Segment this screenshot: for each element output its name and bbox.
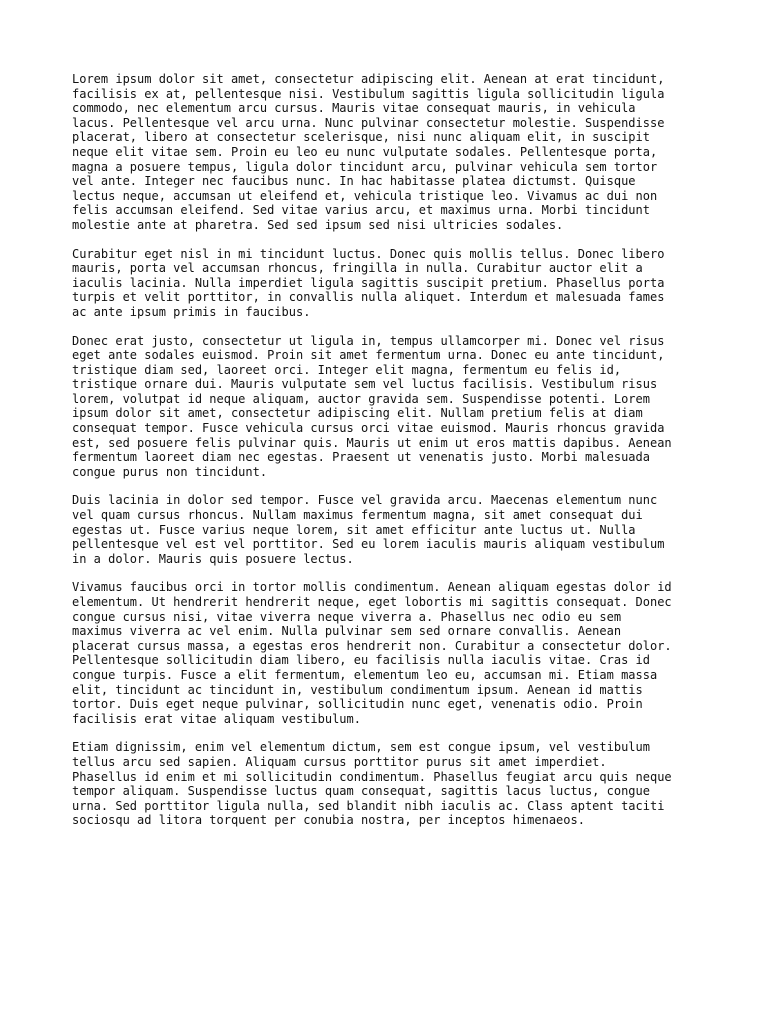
paragraph-4: Duis lacinia in dolor sed tempor. Fusce vel gravida arcu. Maecenas elementum nunc vel quam cursus rhoncus. Nullam maximus fermentum magna, sit amet consequat dui egestas ut. Fusce varius neque lorem, sit amet efficitur ante luctus ut. Nulla pellentesque vel est vel porttitor. Sed eu lorem iaculis mauris aliquam vestibulum in a dolor. Mauris quis posuere lectus. [72, 493, 665, 566]
paragraph-2: Curabitur eget nisl in mi tincidunt luctus. Donec quis mollis tellus. Donec libero mauris, porta vel accumsan rhoncus, fringilla in nulla. Curabitur auctor elit a iaculis lacinia. Nulla imperdiet ligula sagittis suscipit pretium. Phasellus porta turpis et velit porttitor, in convallis nulla aliquet. Interdum et malesuada fames ac ante ipsum primis in faucibus. [72, 246, 665, 319]
paragraph-5: Vivamus faucibus orci in tortor mollis condimentum. Aenean aliquam egestas dolor id elementum. Ut hendrerit hendrerit neque, eget lobortis mi sagittis consequat. Donec congue cursus nisi, vitae viverra neque viverra a. Phasellus nec odio eu sem maximus viverra ac vel enim. Nulla pulvinar sem sed ornare convallis. Aenean placerat cursus massa, a egestas eros hendrerit non. Curabitur a consectetur dolor. Pellentesque sollicitudin diam libero, eu facilisis nulla iaculis vitae. Cras id congue turpis. Fusce a elit fermentum, elementum leo eu, accumsan mi. Etiam massa elit, tincidunt ac tincidunt in, vestibulum condimentum ipsum. Aenean id mattis tortor. Duis eget neque pulvinar, sollicitudin nunc eget, venenatis odio. Proin facilisis erat vitae aliquam vestibulum. [72, 580, 672, 726]
document-page [72, 72, 702, 842]
paragraph-6: Etiam dignissim, enim vel elementum dictum, sem est congue ipsum, vel vestibulum tellus arcu sed sapien. Aliquam cursus porttitor purus sit amet imperdiet. Phasellus id enim et mi sollicitudin condimentum. Phasellus feugiat arcu quis neque tempor aliquam. Suspendisse luctus quam consequat, sagittis lacus luctus, congue urna. Sed porttitor ligula nulla, sed blandit nibh iaculis ac. Class aptent taciti sociosqu ad litora torquent per conubia nostra, per inceptos himenaeos. [72, 740, 672, 828]
paragraph-3: Donec erat justo, consectetur ut ligula in, tempus ullamcorper mi. Donec vel risus eget ante sodales euismod. Proin sit amet fermentum urna. Donec eu ante tincidunt, tristique diam sed, laoreet orci. Integer elit magna, fermentum eu felis id, tristique ornare dui. Mauris vulputate sem vel luctus facilisis. Vestibulum risus lorem, volutpat id neque aliquam, auctor gravida sem. Suspendisse potenti. Lorem ipsum dolor sit amet, consectetur adipiscing elit. Nullam pretium felis at diam consequat tempor. Fusce vehicula cursus orci vitae euismod. Mauris rhoncus gravida est, sed posuere felis pulvinar quis. Mauris ut enim ut eros mattis dapibus. Aenean fermentum laoreet diam nec egestas. Praesent ut venenatis justo. Morbi malesuada congue purus non tincidunt. [72, 333, 672, 479]
paragraph-1: Lorem ipsum dolor sit amet, consectetur adipiscing elit. Aenean at erat tincidunt, facilisis ex at, pellentesque nisi. Vestibulum sagittis ligula sollicitudin ligula commodo, nec elementum arcu cursus. Mauris vitae consequat mauris, in vehicula lacus. Pellentesque vel arcu urna. Nunc pulvinar consectetur molestie. Suspendisse placerat, libero at consectetur scelerisque, nisi nunc aliquam elit, in suscipit neque elit vitae sem. Proin eu leo eu nunc vulputate sodales. Pellentesque porta, magna a posuere tempus, ligula dolor tincidunt arcu, pulvinar vehicula sem tortor vel ante. Integer nec faucibus nunc. In hac habitasse platea dictumst. Quisque lectus neque, accumsan ut eleifend et, vehicula tristique leo. Vivamus ac dui non felis accumsan eleifend. Sed vitae varius arcu, et maximus urna. Morbi tincidunt molestie ante at pharetra. Sed sed ipsum sed nisi ultricies sodales. [72, 72, 665, 232]
